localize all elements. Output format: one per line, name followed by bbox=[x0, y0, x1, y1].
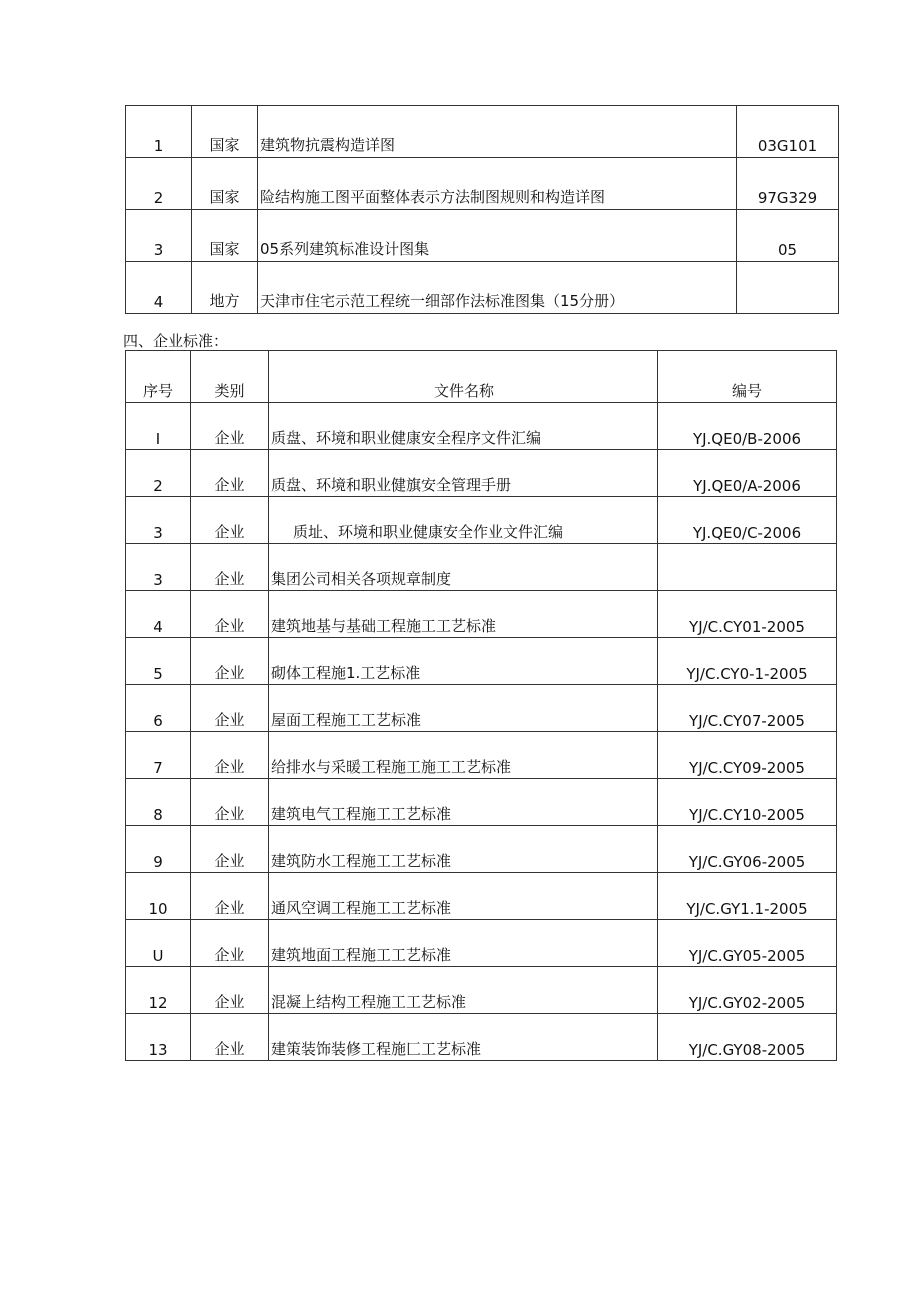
cell-code: YJ/C.GY02-2005 bbox=[658, 967, 837, 1014]
cell-category: 企业 bbox=[191, 403, 269, 450]
cell-no: 12 bbox=[126, 967, 191, 1014]
table-row bbox=[126, 873, 837, 920]
national-standards-table bbox=[125, 105, 839, 314]
cell-category: 企业 bbox=[191, 591, 269, 638]
cell-category: 企业 bbox=[191, 967, 269, 1014]
header-no: 序号 bbox=[126, 351, 191, 403]
cell-no: U bbox=[126, 920, 191, 967]
cell-code: 05 bbox=[737, 210, 839, 262]
table-row bbox=[126, 967, 837, 1014]
cell-name: 混凝上结构工程施工工艺标准 bbox=[269, 967, 658, 1014]
cell-name: 质址、环境和职业健康安全作业文件汇编 bbox=[269, 497, 658, 544]
table-row bbox=[126, 732, 837, 779]
cell-no: 10 bbox=[126, 873, 191, 920]
cell-code: YJ/C.CY07-2005 bbox=[658, 685, 837, 732]
table-row bbox=[126, 1014, 837, 1061]
cell-no: 5 bbox=[126, 638, 191, 685]
cell-no: 9 bbox=[126, 826, 191, 873]
cell-category: 企业 bbox=[191, 685, 269, 732]
cell-no: 2 bbox=[126, 158, 192, 210]
cell-name: 建筑物抗震构造详图 bbox=[258, 106, 737, 158]
cell-code: YJ.QE0/C-2006 bbox=[658, 497, 837, 544]
cell-name: 质盘、环境和职业健康安全程序文件汇编 bbox=[269, 403, 658, 450]
cell-category: 企业 bbox=[191, 638, 269, 685]
header-name: 文件名称 bbox=[269, 351, 658, 403]
cell-category: 国家 bbox=[192, 210, 258, 262]
cell-no: 6 bbox=[126, 685, 191, 732]
cell-code: YJ/C.CY10-2005 bbox=[658, 779, 837, 826]
cell-category: 国家 bbox=[192, 106, 258, 158]
cell-name: 天津市住宅示范工程统一细部作法标准图集（15分册） bbox=[258, 262, 737, 314]
cell-category: 国家 bbox=[192, 158, 258, 210]
cell-category: 企业 bbox=[191, 544, 269, 591]
cell-category: 企业 bbox=[191, 1014, 269, 1061]
cell-category: 企业 bbox=[191, 497, 269, 544]
cell-no: I bbox=[126, 403, 191, 450]
cell-code: 03G101 bbox=[737, 106, 839, 158]
table-row bbox=[126, 920, 837, 967]
cell-no: 4 bbox=[126, 262, 192, 314]
cell-category: 地方 bbox=[192, 262, 258, 314]
table-row bbox=[126, 262, 839, 314]
table-row bbox=[126, 638, 837, 685]
cell-code bbox=[737, 262, 839, 314]
cell-code: YJ.QE0/B-2006 bbox=[658, 403, 837, 450]
table-row bbox=[126, 158, 839, 210]
cell-no: 3 bbox=[126, 544, 191, 591]
cell-code bbox=[658, 544, 837, 591]
cell-code: YJ/C.CY09-2005 bbox=[658, 732, 837, 779]
cell-no: 3 bbox=[126, 210, 192, 262]
header-code: 编号 bbox=[658, 351, 837, 403]
cell-name: 集团公司相关各项规章制度 bbox=[269, 544, 658, 591]
table-header-row bbox=[126, 351, 837, 403]
cell-category: 企业 bbox=[191, 779, 269, 826]
cell-code: YJ/C.GY1.1-2005 bbox=[658, 873, 837, 920]
cell-name: 质盘、环境和职业健旗安全管理手册 bbox=[269, 450, 658, 497]
cell-name: 建筑地面工程施工工艺标准 bbox=[269, 920, 658, 967]
table-row bbox=[126, 591, 837, 638]
cell-name: 险结构施工图平面整体表示方法制图规则和构造详图 bbox=[258, 158, 737, 210]
cell-name: 屋面工程施工工艺标准 bbox=[269, 685, 658, 732]
cell-category: 企业 bbox=[191, 873, 269, 920]
cell-name: 给排水与采暖工程施工施工工艺标准 bbox=[269, 732, 658, 779]
cell-code: 97G329 bbox=[737, 158, 839, 210]
section-title: 四、企业标准： bbox=[123, 332, 229, 350]
cell-code: YJ/C.GY08-2005 bbox=[658, 1014, 837, 1061]
cell-name: 通风空调工程施工工艺标准 bbox=[269, 873, 658, 920]
cell-no: 7 bbox=[126, 732, 191, 779]
cell-name: 建筑地基与基础工程施工工艺标准 bbox=[269, 591, 658, 638]
cell-no: 4 bbox=[126, 591, 191, 638]
cell-code: YJ/C.GY05-2005 bbox=[658, 920, 837, 967]
enterprise-standards-table bbox=[125, 350, 837, 1061]
cell-category: 企业 bbox=[191, 920, 269, 967]
cell-code: YJ.QE0/A-2006 bbox=[658, 450, 837, 497]
cell-code: YJ/C.CY01-2005 bbox=[658, 591, 837, 638]
cell-name: 建筑防水工程施工工艺标准 bbox=[269, 826, 658, 873]
table-row bbox=[126, 210, 839, 262]
table-row bbox=[126, 779, 837, 826]
table-row bbox=[126, 826, 837, 873]
cell-no: 1 bbox=[126, 106, 192, 158]
table-row bbox=[126, 403, 837, 450]
cell-name: 砌体工程施1.工艺标准 bbox=[269, 638, 658, 685]
cell-no: 8 bbox=[126, 779, 191, 826]
table-row bbox=[126, 685, 837, 732]
cell-name: 建筑电气工程施工工艺标准 bbox=[269, 779, 658, 826]
table-row bbox=[126, 544, 837, 591]
cell-no: 2 bbox=[126, 450, 191, 497]
table-row bbox=[126, 497, 837, 544]
cell-no: 13 bbox=[126, 1014, 191, 1061]
table-row bbox=[126, 450, 837, 497]
cell-name: 建策装饰装修工程施匚工艺标准 bbox=[269, 1014, 658, 1061]
cell-no: 3 bbox=[126, 497, 191, 544]
cell-category: 企业 bbox=[191, 826, 269, 873]
table-row bbox=[126, 106, 839, 158]
cell-category: 企业 bbox=[191, 732, 269, 779]
cell-code: YJ/C.GY06-2005 bbox=[658, 826, 837, 873]
cell-name: 05系列建筑标准设计图集 bbox=[258, 210, 737, 262]
header-category: 类别 bbox=[191, 351, 269, 403]
cell-category: 企业 bbox=[191, 450, 269, 497]
cell-code: YJ/C.CY0-1-2005 bbox=[658, 638, 837, 685]
